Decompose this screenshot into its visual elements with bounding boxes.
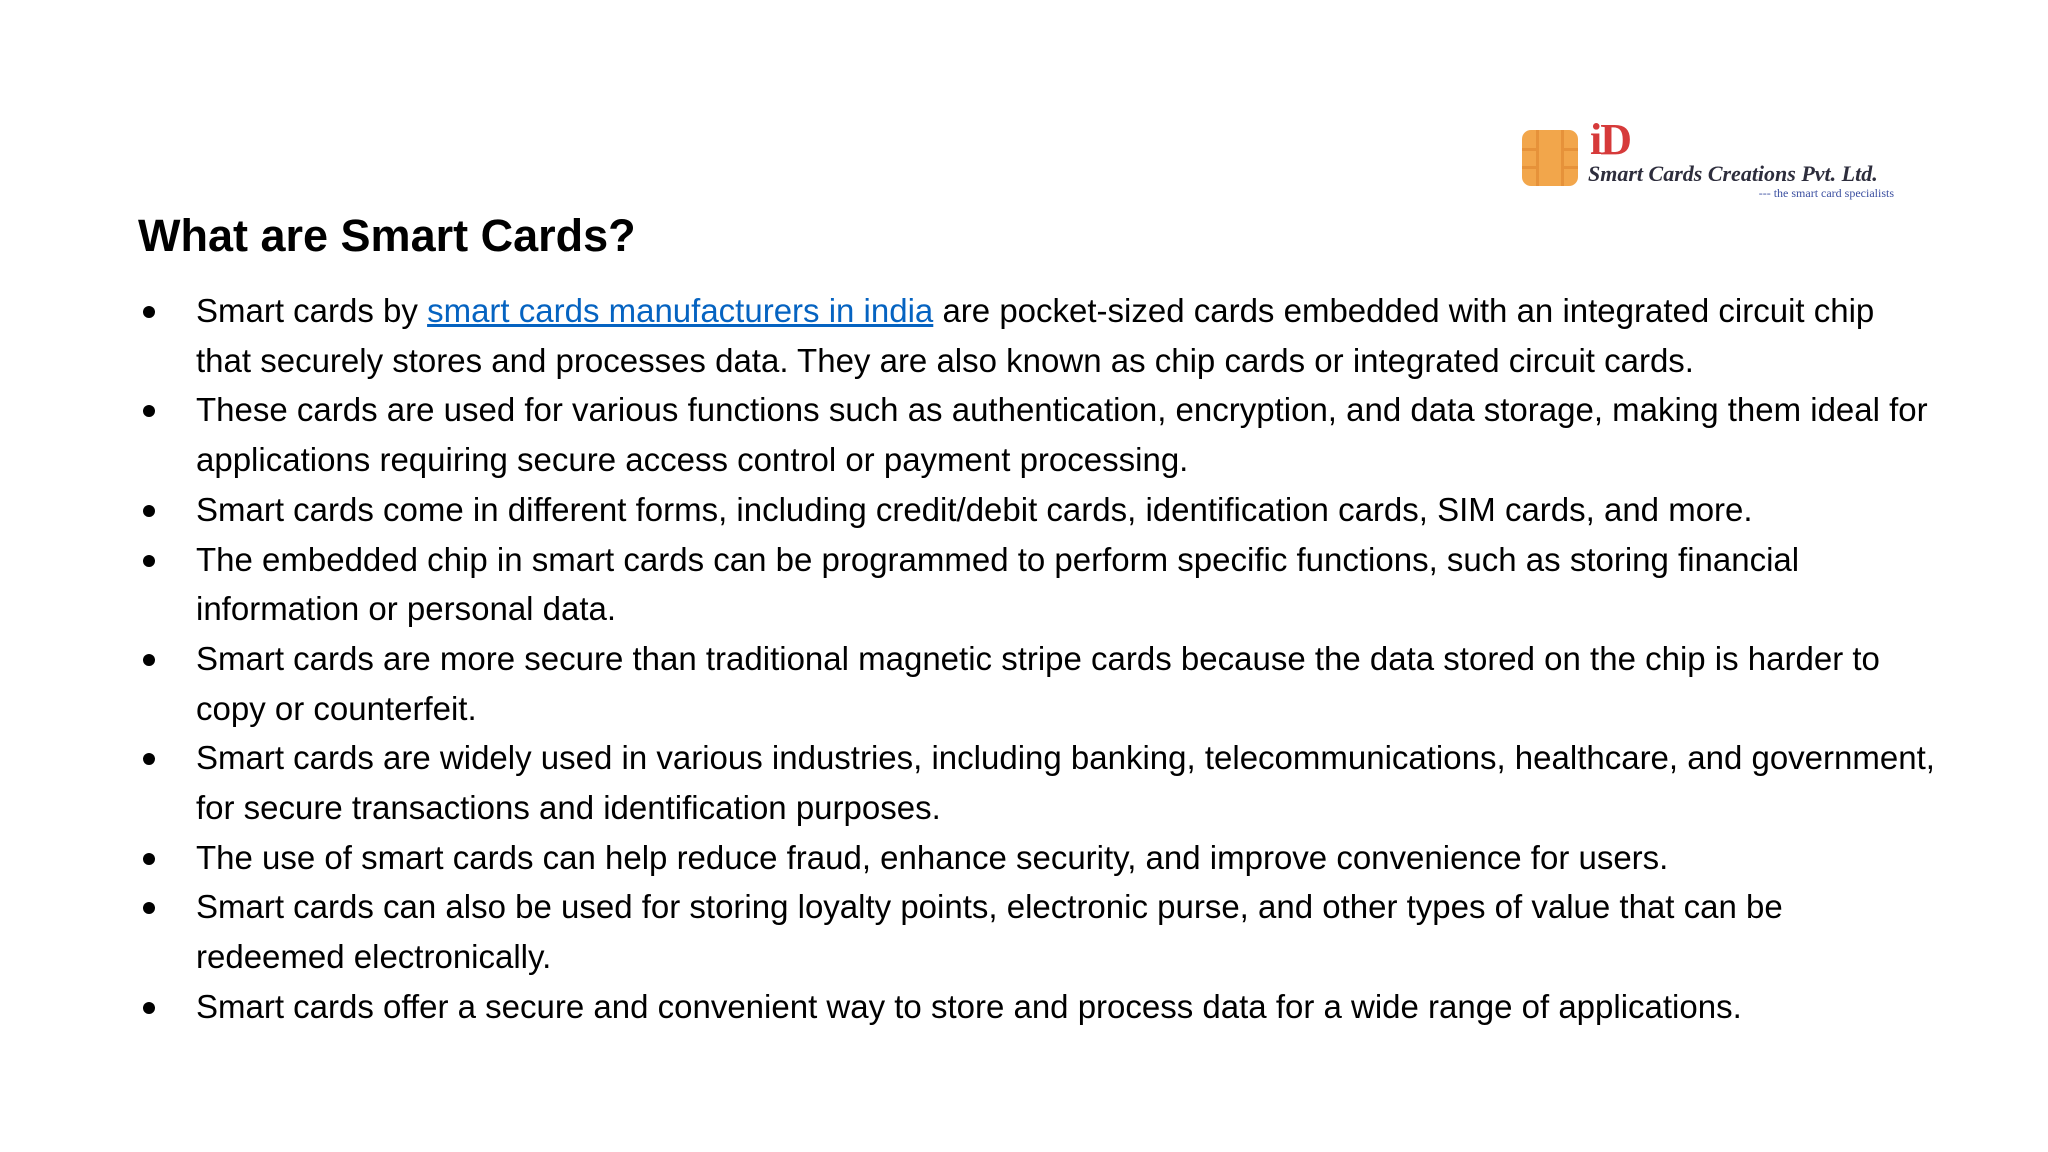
bullet-text: Smart cards come in different forms, including credit/debit cards, identification cards, SIM cards, and more. xyxy=(196,490,1753,528)
bullet-text: Smart cards are more secure than traditional magnetic stripe cards because the data stored on the chip is harder to copy or counterfeit. xyxy=(196,639,1880,727)
list-item xyxy=(138,634,1938,733)
bullet-list xyxy=(138,286,1938,1032)
bullet-text-after: are pocket-sized cards embedded with an integrated circuit chip that securely stores and processes data. They are also known as chip cards or integrated circuit cards. xyxy=(196,292,1875,379)
bullet-icon xyxy=(143,753,155,765)
list-item xyxy=(138,286,1938,385)
list-item xyxy=(138,385,1938,484)
page-title: What are Smart Cards? xyxy=(138,210,636,261)
bullet-text: The use of smart cards can help reduce fraud, enhance security, and improve convenience for users. xyxy=(196,838,1669,876)
logo-id-mark: iD xyxy=(1590,115,1630,164)
bullet-icon xyxy=(143,902,155,914)
logo-tagline: --- the smart card specialists xyxy=(1758,186,1894,200)
manufacturers-link[interactable]: smart cards manufacturers in india xyxy=(427,292,934,329)
bullet-text: The embedded chip in smart cards can be programmed to perform specific functions, such as storing financial information or personal data. xyxy=(196,540,1800,628)
bullet-icon xyxy=(143,853,155,865)
list-item xyxy=(138,485,1938,535)
bullet-text: Smart cards offer a secure and convenient way to store and process data for a wide range of applications. xyxy=(196,987,1742,1025)
bullet-icon xyxy=(143,555,155,567)
bullet-text-before: Smart cards by xyxy=(196,292,428,329)
company-logo xyxy=(1522,115,1894,206)
bullet-text: Smart cards can also be used for storing loyalty points, electronic purse, and other types of value that can be redeemed electronically. xyxy=(196,888,1783,976)
logo-company-name: Smart Cards Creations Pvt. Ltd. xyxy=(1588,161,1878,186)
bullet-icon xyxy=(143,654,155,666)
bullet-text: These cards are used for various functions such as authentication, encryption, and data storage, making them ideal for applications requiring secure access control or payment processing. xyxy=(196,391,1928,479)
bullet-icon xyxy=(143,405,155,417)
list-item xyxy=(138,833,1938,883)
list-item xyxy=(138,882,1938,981)
list-item xyxy=(138,982,1938,1032)
bullet-icon xyxy=(143,306,155,318)
list-item xyxy=(138,535,1938,634)
chip-icon xyxy=(1522,130,1578,186)
bullet-text: Smart cards are widely used in various industries, including banking, telecommunications, healthcare, and government, for secure transactions and identification purposes. xyxy=(196,739,1935,827)
bullet-icon xyxy=(143,1002,155,1014)
list-item xyxy=(138,733,1938,832)
bullet-icon xyxy=(143,505,155,517)
